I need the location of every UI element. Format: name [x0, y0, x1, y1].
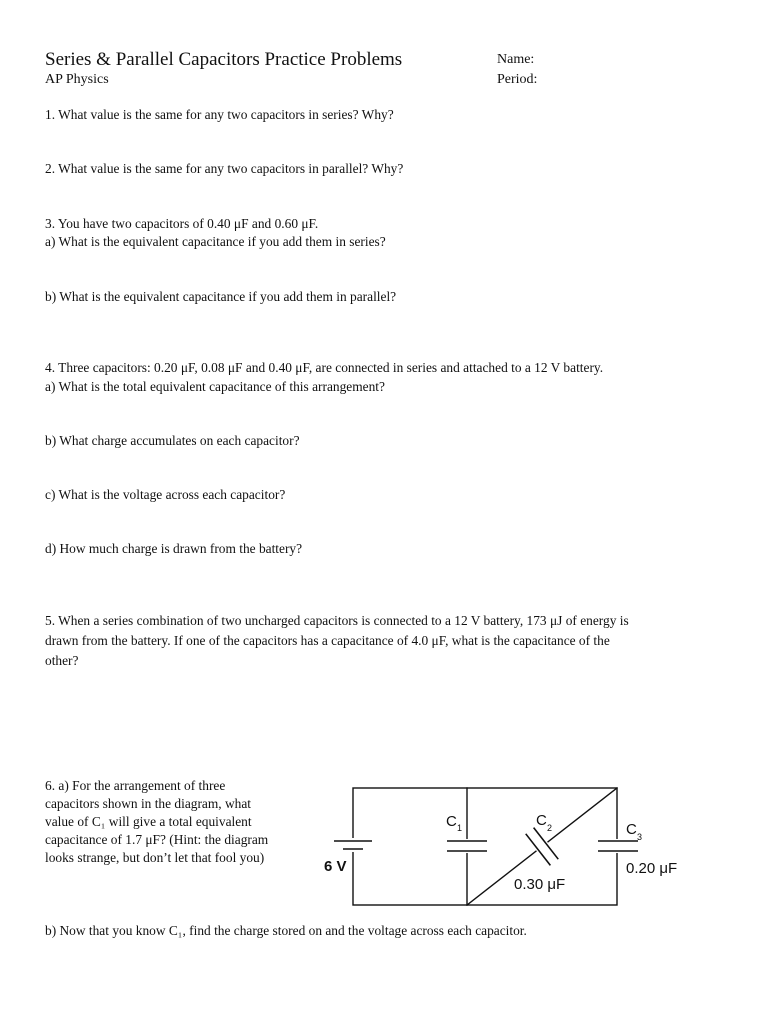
- course-subtitle: AP Physics: [45, 72, 109, 87]
- period-label: Period:: [497, 72, 538, 87]
- battery-symbol: [334, 838, 372, 852]
- question-5-line-2: drawn from the battery. If one of the capacitors has a capacitance of 4.0 μF, what is the capacitance of the: [45, 633, 610, 648]
- c3-value-label: 0.20 μF: [626, 860, 678, 877]
- question-4-intro: 4. Three capacitors: 0.20 μF, 0.08 μF and 0.40 μF, are connected in series and attached to a 12 V battery.: [45, 360, 604, 375]
- question-3b: b) What is the equivalent capacitance if you add them in parallel?: [45, 289, 397, 304]
- capacitor-c3-symbol: [596, 839, 640, 853]
- question-4d: d) How much charge is drawn from the battery?: [45, 541, 303, 556]
- page-title: Series & Parallel Capacitors Practice Problems: [45, 49, 403, 70]
- c2-label: C: [536, 812, 547, 829]
- c3-subscript: 3: [637, 832, 643, 842]
- question-5-line-1: 5. When a series combination of two uncharged capacitors is connected to a 12 V battery, 173 μJ of energy is: [45, 613, 629, 628]
- c2-subscript: 2: [547, 823, 553, 833]
- question-4c: c) What is the voltage across each capacitor?: [45, 487, 286, 502]
- question-5-line-3: other?: [45, 653, 79, 668]
- c3-label: C: [626, 821, 637, 838]
- c1-subscript: 1: [457, 823, 463, 833]
- question-6a-line-1: 6. a) For the arrangement of three: [45, 778, 226, 793]
- question-6a-line-2: capacitors shown in the diagram, what: [45, 796, 252, 811]
- question-2: 2. What value is the same for any two capacitors in parallel? Why?: [45, 161, 404, 176]
- capacitor-c2-symbol: [523, 825, 561, 868]
- question-3-intro: 3. You have two capacitors of 0.40 μF and 0.60 μF.: [45, 216, 319, 231]
- name-label: Name:: [497, 52, 535, 67]
- question-6b: b) Now that you know C₁, find the charge stored on and the voltage across each capacitor.: [45, 923, 527, 938]
- battery-voltage-label: 6 V: [324, 858, 347, 875]
- question-4a: a) What is the total equivalent capacitance of this arrangement?: [45, 379, 385, 394]
- c1-label: C: [446, 813, 457, 830]
- question-3a: a) What is the equivalent capacitance if you add them in series?: [45, 234, 386, 249]
- question-6a-line-3: value of C₁ will give a total equivalent: [45, 814, 252, 829]
- question-6a-line-5: looks strange, but don’t let that fool you): [45, 850, 265, 865]
- c2-value-label: 0.30 μF: [514, 876, 566, 893]
- question-4b: b) What charge accumulates on each capacitor?: [45, 433, 300, 448]
- capacitor-c1-symbol: [445, 839, 489, 853]
- question-1: 1. What value is the same for any two capacitors in series? Why?: [45, 107, 394, 122]
- question-6a-line-4: capacitance of 1.7 μF? (Hint: the diagram: [45, 832, 269, 847]
